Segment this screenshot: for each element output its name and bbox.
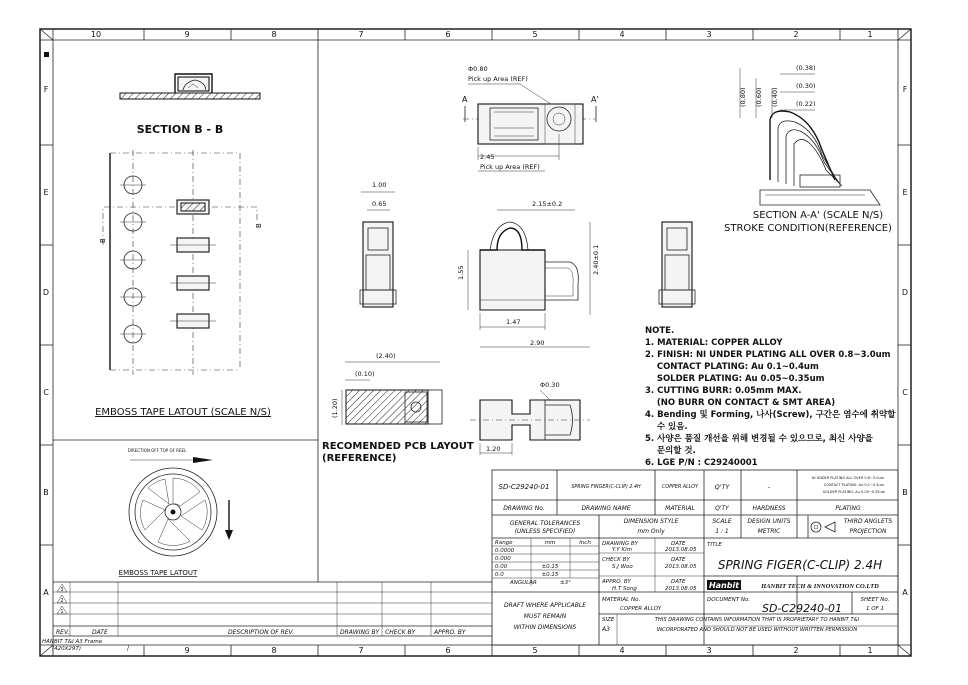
col-num-top: 5 — [532, 30, 538, 39]
row-letter-right: A — [902, 588, 908, 597]
dim-pickup-dia: Φ0.80 — [468, 65, 488, 73]
left-panels — [53, 40, 318, 582]
section-aa-view — [724, 64, 892, 234]
proprietary-line-1: THIS DRAWING CONTAINS INFORMATION THAT IS PROPRIETARY TO HANBIT T&I — [654, 617, 860, 623]
frame-size: (420X297) — [52, 646, 82, 652]
revision-block — [42, 582, 492, 652]
date-label: DATE — [671, 557, 686, 563]
section-bb-label: SECTION B - B — [136, 123, 224, 136]
scale-value: 1 : 1 — [715, 528, 729, 535]
note-line: SOLDER PLATING: Au 0.05~0.35um — [645, 374, 825, 384]
pcb-layout-view — [322, 352, 474, 464]
col-num-top: 9 — [184, 30, 190, 39]
draft-3: WITHIN DIMENSIONS — [513, 624, 577, 631]
gen-tol-1: GENERAL TOLERANCES — [509, 520, 581, 527]
tol-mm: ±0.15 — [541, 572, 559, 578]
rev-number: 2 — [60, 598, 64, 604]
size-label: SIZE — [602, 617, 615, 623]
angular-value: ±3° — [560, 580, 571, 586]
title-block — [492, 470, 898, 645]
rev-header: CHECK BY — [385, 629, 416, 636]
pcb-dim-120: (1.20) — [331, 398, 339, 418]
company-logo-text: Hanbit — [708, 581, 740, 590]
plating-value: CONTACT PLATING: Au 0.1~0.4um — [823, 483, 885, 487]
left-side-view — [360, 181, 396, 307]
third-angle-1: THIRD ANGLETS — [843, 518, 893, 525]
design-units-val: METRIC — [757, 528, 781, 535]
row-letter-left: A — [43, 588, 49, 597]
rev-header: APPRO. BY — [434, 629, 466, 636]
note-line: 수 있음. — [645, 422, 688, 432]
design-units: DESIGN UNITS — [747, 518, 791, 525]
col-num-top: 3 — [706, 30, 712, 39]
col-num-top: 10 — [90, 30, 102, 39]
dim-022: (0.22) — [796, 100, 816, 108]
proprietary-line-2: INCORPORATED AND SHOULD NOT BE USED WITHOUT WRITTEN PERMISSION — [656, 627, 858, 633]
dim-065: 0.65 — [372, 200, 387, 208]
angular-label: ANGULAR — [510, 580, 537, 586]
date-label: DATE — [671, 541, 686, 547]
tol-header: Inch — [579, 540, 591, 546]
document-no-label: DOCUMENT No. — [707, 597, 751, 603]
col-num-top: 7 — [358, 30, 364, 39]
row-letter-left: F — [43, 85, 49, 94]
section-marker-b1: B — [99, 238, 107, 243]
gen-tol-2: (UNLESS SPECIFIED) — [514, 528, 576, 535]
dim-245: 2.45 — [480, 153, 495, 161]
main-side-view — [457, 200, 600, 347]
sheet-no-label: SHEET No. — [860, 597, 890, 603]
tol-range: 0.00 — [495, 564, 508, 570]
dim-style-val: mm Only — [637, 528, 665, 535]
drawing-no-value: SD-C29240-01 — [498, 483, 550, 491]
draft-1: DRAFT WHERE APPLICABLE — [503, 602, 587, 609]
tol-header: Range — [495, 540, 513, 546]
material-value: COPPER ALLOY — [662, 485, 698, 490]
note-line: 2. FINISH: NI UNDER PLATING ALL OVER 0.8~3.0um — [645, 350, 891, 360]
emboss-reel-label: EMBOSS TAPE LATOUT — [118, 569, 198, 577]
document-no-value: SD-C29240-01 — [761, 602, 843, 615]
dim-215: 2.15±0.2 — [532, 200, 563, 208]
arrow-right-icon — [193, 457, 213, 463]
size-value: A3 — [602, 626, 610, 633]
check-by-name: S.J Woo — [612, 564, 633, 570]
dim-100: 1.00 — [372, 181, 387, 189]
row-letter-left: E — [43, 188, 49, 197]
material-no-value: COPPER ALLOY — [620, 606, 662, 612]
pcb-layout-label: RECOMENDED PCB LAYOUT — [322, 441, 474, 452]
tol-mm: ±0.15 — [541, 564, 559, 570]
drawing-by-name: Y.Y Kim — [612, 547, 632, 553]
scale-label: SCALE — [712, 518, 732, 525]
col-num-top: 1 — [867, 30, 873, 39]
dim-120: 1.20 — [486, 445, 501, 453]
tol-range: 0.0000 — [495, 548, 515, 554]
col-num-bottom: 3 — [706, 646, 712, 655]
row-letter-right: C — [902, 388, 908, 397]
approved-by-label: APPRO. BY — [602, 579, 631, 585]
company-name: HANBIT TECH & INNOVATION CO.LTD — [761, 583, 879, 590]
dim-style: DIMENSION STYLE — [623, 518, 679, 525]
section-bb-view — [120, 74, 260, 136]
notes-title: NOTE. — [645, 326, 675, 336]
col-num-bottom: 6 — [445, 646, 451, 655]
col-num-bottom: 9 — [184, 646, 190, 655]
note-line: 5. 사양은 품질 개선을 위해 변경될 수 있으므로, 최신 사양을 — [645, 434, 873, 444]
col-num-bottom: 4 — [619, 646, 625, 655]
lbl-plating: PLATING — [835, 505, 861, 512]
arrow-down-icon — [225, 530, 233, 540]
dim-030b: Φ0.30 — [540, 381, 560, 389]
dim-040: (0.40) — [771, 87, 779, 107]
note-line: CONTACT PLATING: Au 0.1~0.4um — [645, 362, 819, 372]
dim-pickup-area: Pick up Area (REF) — [468, 75, 528, 83]
top-view — [462, 65, 599, 171]
pcb-reference-label: (REFERENCE) — [322, 453, 397, 464]
row-letter-right: F — [902, 85, 908, 94]
reel-view — [119, 448, 233, 577]
reel-direction-label: DIRECTION OFF TOP OF REEL — [127, 448, 187, 453]
dim-080: (0.80) — [739, 87, 747, 107]
emboss-tape-view — [95, 150, 271, 418]
lbl-drawing-no: DRAWING No. — [503, 505, 545, 512]
pcb-dim-010: (0.10) — [355, 370, 375, 378]
col-num-top: 2 — [793, 30, 799, 39]
lbl-qty: Q'TY — [715, 505, 729, 512]
stroke-condition-label: STROKE CONDITION(REFERENCE) — [724, 223, 892, 234]
row-letter-right: D — [901, 288, 909, 297]
bottom-view — [470, 381, 590, 455]
date-label: DATE — [671, 579, 686, 585]
note-line: 6. LGE P/N : C29240001 — [645, 458, 758, 468]
drawing-title: SPRING FIGER(C-CLIP) 2.4H — [717, 558, 883, 572]
row-letter-left: C — [43, 388, 49, 397]
rev-number: 3 — [60, 587, 64, 593]
approved-by-name: H.T Song — [612, 586, 637, 592]
section-marker-b2: B — [255, 223, 263, 228]
check-by-label: CHECK BY — [602, 557, 630, 563]
section-aa-label: SECTION A-A' (SCALE N/S) — [752, 210, 884, 221]
col-num-bottom: 1 — [867, 646, 873, 655]
lbl-drawing-name: DRAWING NAME — [581, 505, 631, 512]
date-value: 2013.08.05 — [665, 564, 697, 570]
drawing-name-value: SPRING FINGER(C-CLIP) 2.4H — [571, 485, 641, 490]
dim-147: 1.47 — [506, 318, 521, 326]
plating-value: NI UNDER PLATING ALL OVER 0.8~3.0um — [811, 476, 885, 480]
tol-header: mm — [544, 540, 556, 546]
lbl-material: MATERIAL — [665, 505, 695, 512]
rev-header: DRAWING BY — [340, 629, 380, 636]
notes-block — [645, 326, 896, 468]
title-label: TITLE — [707, 542, 722, 548]
row-letter-right: B — [902, 488, 908, 497]
col-num-bottom: 5 — [532, 646, 538, 655]
frame-slash: / — [127, 645, 130, 652]
date-value: 2013.08.05 — [665, 586, 697, 592]
col-num-top: 8 — [271, 30, 277, 39]
dim-290: 2.90 — [530, 339, 545, 347]
qty-value: - — [767, 483, 771, 491]
note-line: 3. CUTTING BURR: 0.05mm MAX. — [645, 386, 802, 396]
section-marker-a-prime: A' — [591, 95, 599, 104]
col-num-bottom: 7 — [358, 646, 364, 655]
col-num-bottom: 8 — [271, 646, 277, 655]
dim-155: 1.55 — [457, 265, 465, 280]
row-letter-right: E — [902, 188, 908, 197]
col-num-top: 6 — [445, 30, 451, 39]
rev-header: DATE — [92, 629, 108, 636]
dim-060: (0.60) — [755, 87, 763, 107]
rev-header: REV. — [56, 629, 70, 636]
col-num-bottom: 2 — [793, 646, 799, 655]
tol-range: 0.0 — [495, 572, 504, 578]
frame-name: HANBIT T&I A3 Frame — [42, 639, 103, 645]
draft-2: MUST REMAIN — [523, 613, 567, 620]
dim-030: (0.30) — [796, 82, 816, 90]
plating-value: SOLDER PLATING: Au 0.05~0.35um — [822, 490, 886, 494]
drawing-by-label: DRAWING BY — [602, 541, 638, 547]
note-line: 1. MATERIAL: COPPER ALLOY — [645, 338, 783, 348]
lbl-hardness: HARDNESS — [752, 505, 786, 512]
projection-cone-icon — [825, 522, 835, 532]
date-value: 2013.08.05 — [665, 547, 697, 553]
note-line: 4. Bending 및 Forming, 나사(Screw), 구간은 염수에 취약할 — [645, 410, 896, 420]
sheet-no-value: 1 OF 1 — [866, 606, 884, 612]
rev-number: 1 — [60, 609, 64, 615]
right-side-view — [659, 222, 695, 307]
row-letter-left: B — [43, 488, 49, 497]
dim-240: 2.40±0.1 — [592, 244, 600, 275]
material-no-label: MATERIAL No. — [602, 597, 641, 603]
tol-range: 0.000 — [495, 556, 511, 562]
col-num-top: 4 — [619, 30, 625, 39]
note-line: (NO BURR ON CONTACT & SMT AREA) — [645, 398, 836, 408]
note-line: 문의할 것. — [645, 446, 696, 456]
section-marker-a: A — [462, 95, 468, 104]
dim-pickup-area-2: Pick up Area (REF) — [480, 163, 540, 171]
third-angle-2: PROJECTION — [849, 528, 887, 535]
rev-header: DESCRIPTION OF REV. — [228, 629, 294, 636]
qty-label: Q'TY — [714, 483, 730, 491]
dim-038: (0.38) — [796, 64, 816, 72]
pcb-dim-240: (2.40) — [376, 352, 396, 360]
projection-circle-icon — [811, 522, 821, 532]
emboss-tape-label: EMBOSS TAPE LATOUT (SCALE N/S) — [95, 407, 271, 418]
row-letter-left: D — [42, 288, 50, 297]
